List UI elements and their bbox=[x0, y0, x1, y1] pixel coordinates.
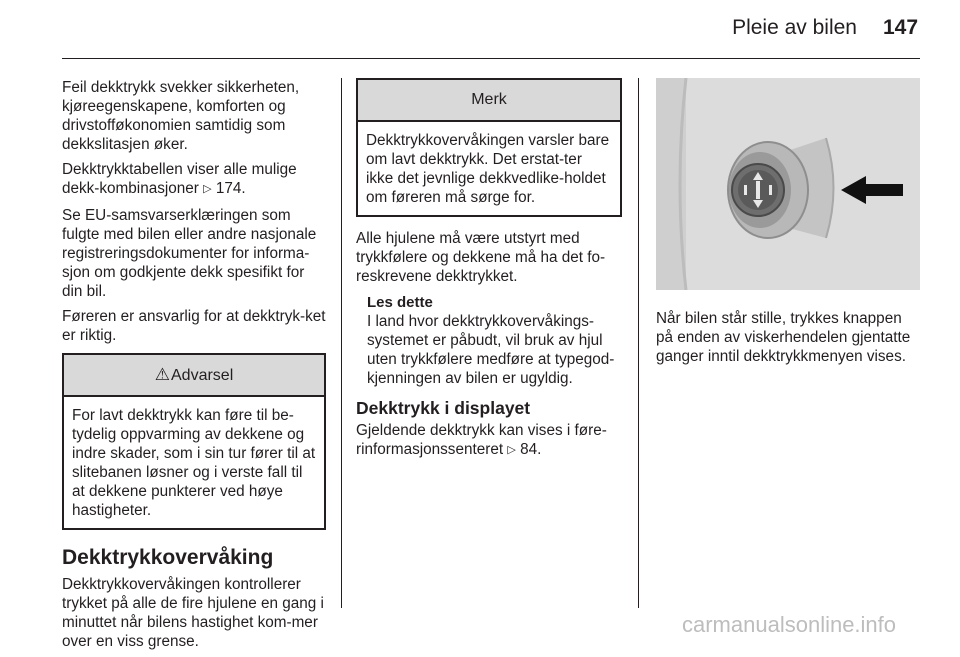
column-divider-left bbox=[341, 78, 342, 608]
column-2 bbox=[356, 78, 622, 467]
section-paragraph: Dekktrykkovervåkingen kontrollerer trykket på alle de fire hjulene en gang i minuttet når bilens hastighet kom-mer over en viss grense. bbox=[62, 576, 324, 650]
paragraph-tire-pressure: Feil dekktrykk svekker sikkerheten, kjøreegenskapene, komforten og drivstofføkonomien samtidig som dekkslitasjen øker. bbox=[62, 79, 300, 153]
column-1 bbox=[62, 78, 326, 657]
subsection-paragraph: Gjeldende dekktrykk kan vises i føre-rinformasjonssenteret ▷ 84. bbox=[356, 422, 607, 458]
paragraph-driver-responsible: Føreren er ansvarlig for at dekktryk-ket er riktig. bbox=[62, 308, 326, 344]
warning-box-header bbox=[64, 355, 324, 397]
page-header bbox=[0, 0, 960, 62]
page-number: 147 bbox=[883, 16, 919, 39]
info-note-text: I land hvor dekktrykkovervåkings-systemet er påbudt, vil bruk av hjul uten trykkfølere medføre at typegod-kjenningen av bilen er ugyldig. bbox=[367, 313, 615, 387]
warning-box bbox=[62, 353, 326, 530]
warning-triangle-icon: ⚠ bbox=[154, 365, 170, 384]
paragraph-tire-table: Dekktrykktabellen viser alle mulige dekk-kombinasjoner ▷ 174. bbox=[62, 161, 297, 197]
info-note-title: Les dette bbox=[367, 294, 433, 311]
wiper-lever-button-illustration bbox=[656, 78, 920, 290]
note-box-merk bbox=[356, 78, 622, 217]
illustration-caption: Når bilen står stille, trykkes knappen på enden av viskerhendelen gjentatte ganger inntil dekktrykkmenyen vises. bbox=[656, 310, 911, 365]
warning-text: For lavt dekktrykk kan føre til be-tydelig oppvarming av dekkene og indre skader, som i sin tur fører til at slitebanen løsner og i verste fall til at dekkene punkterer ved høye hastigheter. bbox=[72, 407, 316, 519]
info-note bbox=[356, 294, 622, 388]
note-box-text: Dekktrykkovervåkingen varsler bare om lavt dekktrykk. Det erstat-ter ikke det jevnlige dekkvedlike-holdet om føreren må sørge for. bbox=[366, 132, 610, 206]
column-3 bbox=[656, 78, 920, 372]
header-divider bbox=[62, 58, 920, 59]
paragraph-eu-conformity: Se EU-samsvarserklæringen som fulgte med bilen eller andre nasjonale registreringsdokumenter for informa-sjon om godkjente dekk spesifikt for din bil. bbox=[62, 207, 317, 300]
warning-title: Advarsel bbox=[171, 367, 234, 384]
watermark: carmanualsonline.info bbox=[682, 612, 897, 637]
subsection-heading: Dekktrykk i displayet bbox=[356, 398, 531, 418]
section-heading: Dekktrykkovervåking bbox=[62, 546, 274, 569]
note-box-header: Merk bbox=[358, 80, 620, 122]
page-reference-arrow-icon: ▷ bbox=[507, 444, 516, 456]
page-reference-arrow-icon: ▷ bbox=[203, 183, 212, 195]
paragraph-sensors: Alle hjulene må være utstyrt med trykkfølere og dekkene må ha det fo-reskrevene dekktrykket. bbox=[356, 230, 606, 285]
chapter-title: Pleie av bilen bbox=[732, 16, 857, 39]
page-reference-link[interactable]: 174. bbox=[215, 180, 246, 197]
column-divider-right bbox=[638, 78, 639, 608]
page-reference-link[interactable]: 84. bbox=[520, 441, 542, 458]
